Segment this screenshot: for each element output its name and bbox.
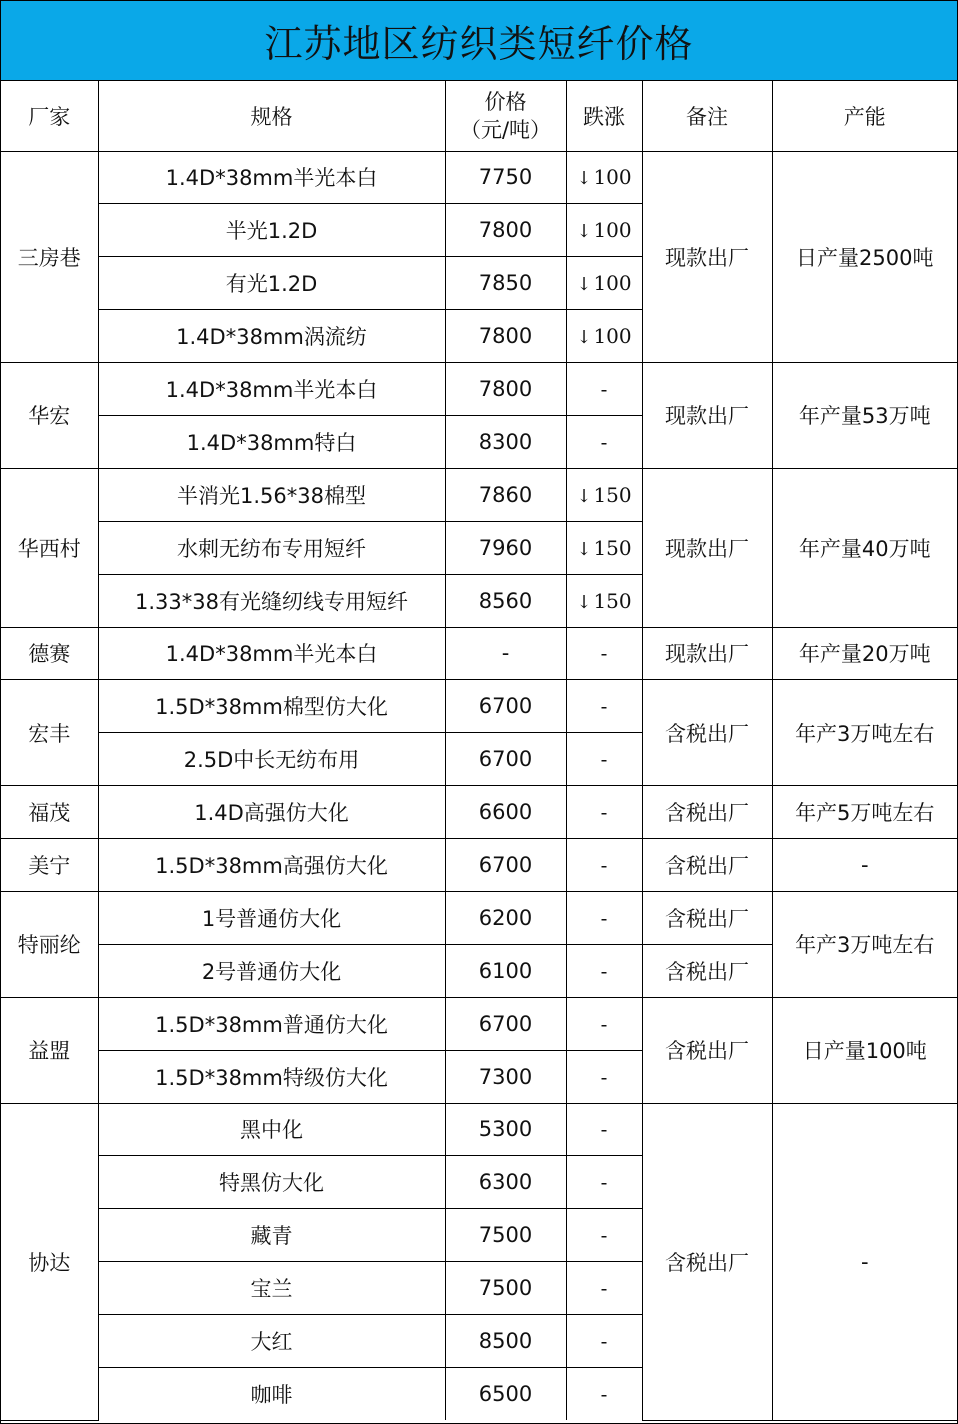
table-row — [1, 627, 957, 680]
price-cell: - — [445, 627, 566, 680]
factory-cell: 三房巷 — [1, 151, 98, 363]
change-cell — [566, 1103, 642, 1156]
spec-cell: 半消光1.56*38棉型 — [98, 468, 445, 521]
arrow-down-icon: ↓ — [576, 591, 592, 613]
change-cell — [566, 944, 642, 997]
price-cell: 7800 — [445, 363, 566, 416]
remark-cell: 含税出厂 — [642, 1103, 772, 1420]
remark-cell: 含税出厂 — [642, 786, 772, 839]
capacity-cell: - — [772, 839, 957, 892]
factory-cell: 特丽纶 — [1, 891, 98, 997]
change-value: - — [600, 1329, 608, 1354]
arrow-down-icon: ↓ — [576, 327, 592, 349]
change-cell — [566, 1262, 642, 1315]
spec-cell: 1.5D*38mm特级仿大化 — [98, 1050, 445, 1103]
price-cell: 6300 — [445, 1156, 566, 1209]
spec-cell: 1.5D*38mm高强仿大化 — [98, 839, 445, 892]
capacity-cell: 年产量20万吨 — [772, 627, 957, 680]
price-cell: 7800 — [445, 310, 566, 363]
price-cell: 6700 — [445, 733, 566, 786]
change-cell — [566, 1050, 642, 1103]
change-value: - — [600, 1170, 608, 1195]
capacity-cell: 年产3万吨左右 — [772, 680, 957, 786]
change-value: - — [600, 1117, 608, 1142]
price-cell: 7300 — [445, 1050, 566, 1103]
change-cell — [566, 468, 642, 521]
change-value: - — [600, 1223, 608, 1248]
price-cell: 6200 — [445, 891, 566, 944]
header-change: 跌涨 — [566, 81, 642, 151]
price-cell: 7750 — [445, 151, 566, 204]
price-cell: 7800 — [445, 204, 566, 257]
header-price-unit: （元/吨） — [459, 117, 552, 142]
change-cell — [566, 204, 642, 257]
spec-cell: 1.4D*38mm半光本白 — [98, 627, 445, 680]
change-value: - — [600, 1011, 608, 1036]
change-value: - — [600, 747, 608, 772]
header-spec: 规格 — [98, 81, 445, 151]
capacity-cell: 年产量40万吨 — [772, 468, 957, 627]
spec-cell: 1号普通仿大化 — [98, 891, 445, 944]
change-cell — [566, 363, 642, 416]
remark-cell: 含税出厂 — [642, 997, 772, 1103]
change-value: - — [600, 853, 608, 878]
price-cell: 7850 — [445, 257, 566, 310]
remark-cell: 含税出厂 — [642, 944, 772, 997]
change-cell — [566, 1315, 642, 1368]
change-value: 100 — [593, 218, 632, 243]
remark-cell: 现款出厂 — [642, 363, 772, 469]
price-cell: 6500 — [445, 1367, 566, 1420]
capacity-cell: 年产3万吨左右 — [772, 891, 957, 997]
arrow-down-icon: ↓ — [576, 221, 592, 243]
header-capacity: 产能 — [772, 81, 957, 151]
change-value: 100 — [593, 165, 632, 190]
price-cell: 5300 — [445, 1103, 566, 1156]
spec-cell: 1.5D*38mm棉型仿大化 — [98, 680, 445, 733]
price-cell: 6700 — [445, 680, 566, 733]
capacity-cell: - — [772, 1103, 957, 1420]
change-cell — [566, 997, 642, 1050]
arrow-down-icon: ↓ — [576, 485, 592, 507]
table-title: 江苏地区纺织类短纤价格 — [1, 1, 957, 81]
spec-cell: 咖啡 — [98, 1367, 445, 1420]
table-row — [1, 151, 957, 204]
table-row — [1, 680, 957, 733]
price-cell: 7960 — [445, 521, 566, 574]
remark-cell: 现款出厂 — [642, 151, 772, 363]
change-value: 100 — [593, 271, 632, 296]
capacity-cell: 年产量53万吨 — [772, 363, 957, 469]
factory-cell: 益盟 — [1, 997, 98, 1103]
factory-cell: 福茂 — [1, 786, 98, 839]
change-cell — [566, 257, 642, 310]
spec-cell: 藏青 — [98, 1209, 445, 1262]
price-cell: 7860 — [445, 468, 566, 521]
factory-cell: 德赛 — [1, 627, 98, 680]
change-value: - — [600, 905, 608, 930]
spec-cell: 2号普通仿大化 — [98, 944, 445, 997]
header-remark: 备注 — [642, 81, 772, 151]
price-cell: 6700 — [445, 997, 566, 1050]
table-row — [1, 468, 957, 521]
change-value: - — [600, 429, 608, 454]
remark-cell: 含税出厂 — [642, 839, 772, 892]
price-cell: 6100 — [445, 944, 566, 997]
header-price-label: 价格 — [484, 89, 527, 114]
capacity-cell: 日产量100吨 — [772, 997, 957, 1103]
price-cell: 8500 — [445, 1315, 566, 1368]
spec-cell: 1.33*38有光缝纫线专用短纤 — [98, 574, 445, 627]
factory-cell: 协达 — [1, 1103, 98, 1420]
change-cell — [566, 627, 642, 680]
change-cell — [566, 1367, 642, 1420]
change-cell — [566, 415, 642, 468]
arrow-down-icon: ↓ — [576, 274, 592, 296]
change-cell — [566, 786, 642, 839]
factory-cell: 宏丰 — [1, 680, 98, 786]
remark-cell: 含税出厂 — [642, 680, 772, 786]
table-row — [1, 839, 957, 892]
change-cell — [566, 310, 642, 363]
header-price — [445, 81, 566, 151]
change-value: 150 — [593, 588, 632, 613]
spec-cell: 1.4D*38mm特白 — [98, 415, 445, 468]
change-cell — [566, 521, 642, 574]
remark-cell: 现款出厂 — [642, 627, 772, 680]
remark-cell: 现款出厂 — [642, 468, 772, 627]
change-cell — [566, 151, 642, 204]
spec-cell: 水刺无纺布专用短纤 — [98, 521, 445, 574]
change-cell — [566, 839, 642, 892]
price-cell: 6600 — [445, 786, 566, 839]
arrow-down-icon: ↓ — [576, 168, 592, 190]
price-cell: 8300 — [445, 415, 566, 468]
change-value: 100 — [593, 324, 632, 349]
change-cell — [566, 574, 642, 627]
arrow-down-icon: ↓ — [576, 538, 592, 560]
price-cell: 6700 — [445, 839, 566, 892]
price-cell: 8560 — [445, 574, 566, 627]
table-row — [1, 786, 957, 839]
change-value: - — [600, 1064, 608, 1089]
spec-cell: 大红 — [98, 1315, 445, 1368]
change-cell — [566, 891, 642, 944]
capacity-cell: 年产5万吨左右 — [772, 786, 957, 839]
table-row — [1, 891, 957, 944]
factory-cell: 华西村 — [1, 468, 98, 627]
change-value: - — [600, 1382, 608, 1407]
change-value: - — [600, 377, 608, 401]
spec-cell: 1.4D*38mm半光本白 — [98, 363, 445, 416]
spec-cell: 1.4D*38mm半光本白 — [98, 151, 445, 204]
table-row — [1, 1103, 957, 1156]
table-row — [1, 363, 957, 416]
table-row — [1, 997, 957, 1050]
spec-cell: 特黑仿大化 — [98, 1156, 445, 1209]
price-cell: 7500 — [445, 1209, 566, 1262]
change-cell — [566, 680, 642, 733]
change-value: - — [600, 1276, 608, 1301]
spec-cell: 1.5D*38mm普通仿大化 — [98, 997, 445, 1050]
change-cell — [566, 1156, 642, 1209]
price-cell: 7500 — [445, 1262, 566, 1315]
change-value: - — [600, 800, 608, 825]
spec-cell: 1.4D*38mm涡流纺 — [98, 310, 445, 363]
spec-cell: 有光1.2D — [98, 257, 445, 310]
spec-cell: 黑中化 — [98, 1103, 445, 1156]
header-row — [1, 81, 957, 151]
change-cell — [566, 733, 642, 786]
price-table — [1, 81, 957, 1421]
change-value: - — [600, 958, 608, 983]
spec-cell: 宝兰 — [98, 1262, 445, 1315]
factory-cell: 华宏 — [1, 363, 98, 469]
header-factory: 厂家 — [1, 81, 98, 151]
remark-cell: 含税出厂 — [642, 891, 772, 944]
change-value: 150 — [593, 535, 632, 560]
change-value: - — [600, 641, 608, 666]
capacity-cell: 日产量2500吨 — [772, 151, 957, 363]
factory-cell: 美宁 — [1, 839, 98, 892]
spec-cell: 1.4D高强仿大化 — [98, 786, 445, 839]
spec-cell: 半光1.2D — [98, 204, 445, 257]
change-value: 150 — [593, 482, 632, 507]
change-value: - — [600, 694, 608, 719]
spec-cell: 2.5D中长无纺布用 — [98, 733, 445, 786]
change-cell — [566, 1209, 642, 1262]
